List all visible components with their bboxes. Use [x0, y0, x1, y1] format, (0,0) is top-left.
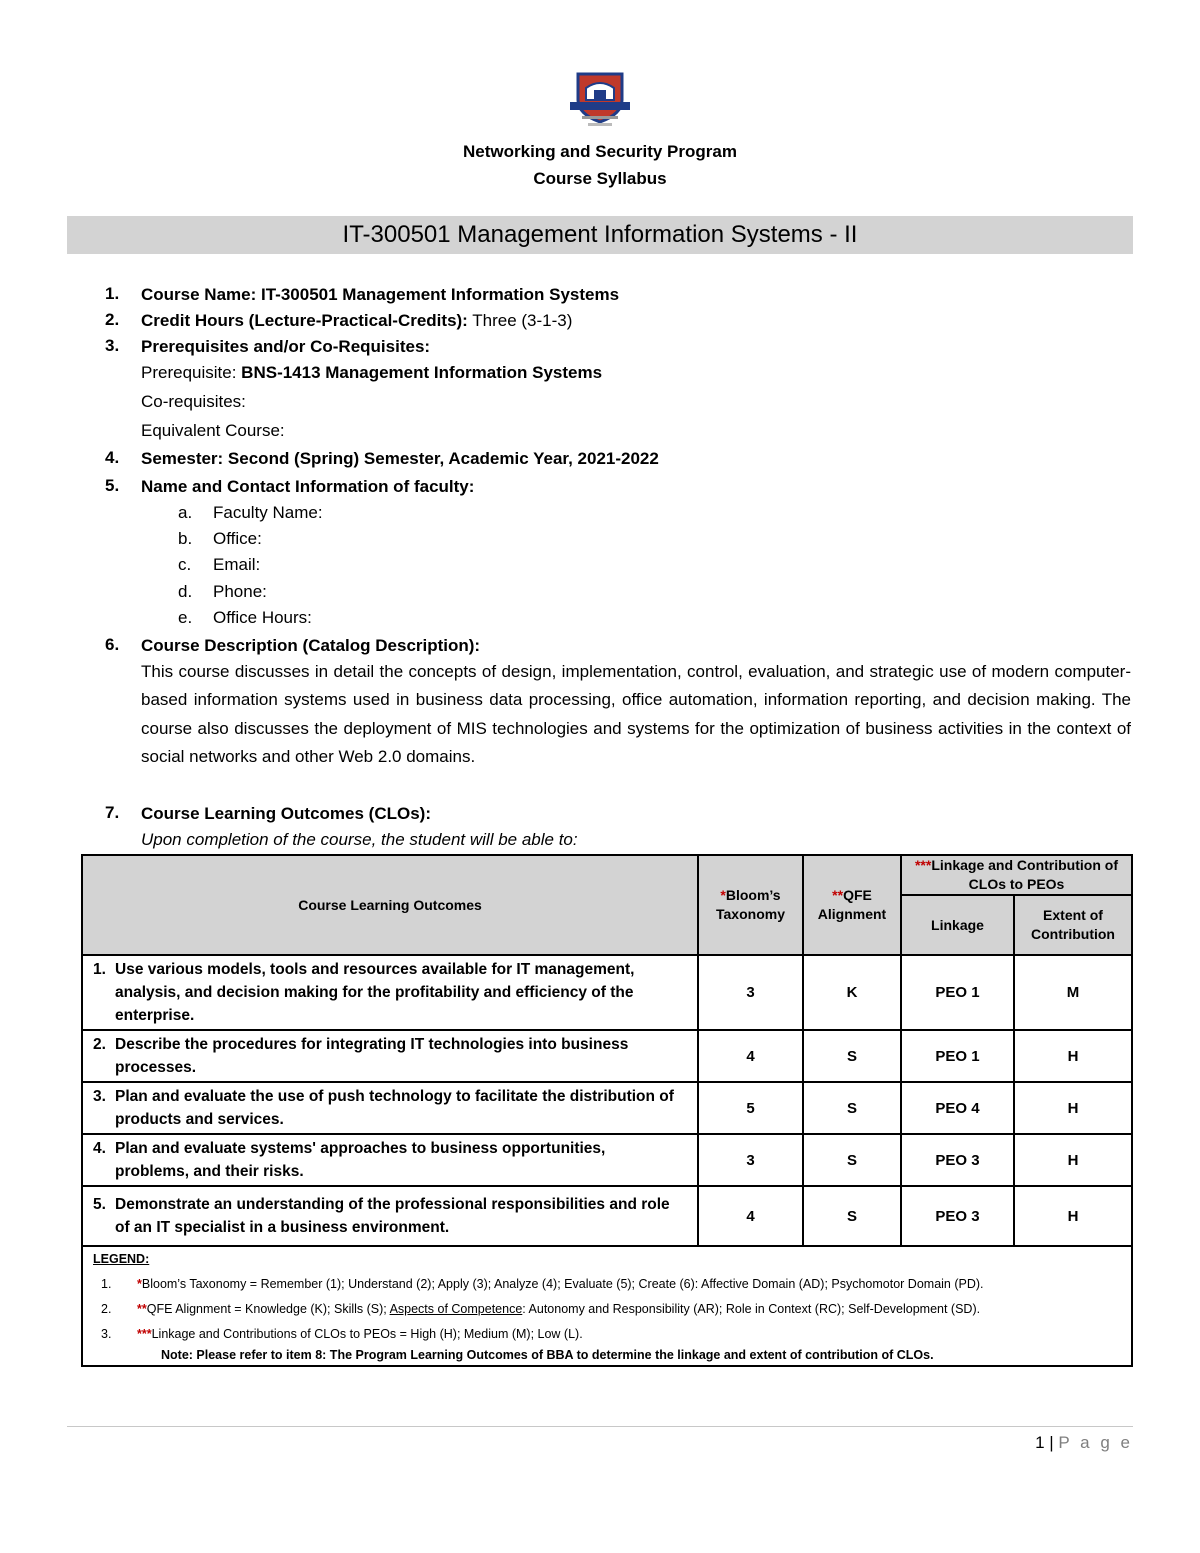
footer-separator: |	[1049, 1433, 1054, 1452]
bloom-cell: 3	[698, 1134, 803, 1186]
bloom-cell: 4	[698, 1186, 803, 1246]
header-bloom: *Bloom’s Taxonomy	[698, 855, 803, 955]
semester-line: Semester: Second (Spring) Semester, Academic Year, 2021-2022	[141, 449, 659, 468]
clo-cell: 5. Demonstrate an understanding of the professional responsibilities and role of an IT specialist in a business environment.	[82, 1186, 698, 1246]
faculty-item: b. Office:	[178, 529, 262, 548]
prerequisites-heading: Prerequisites and/or Co-Requisites:	[141, 337, 431, 356]
prerequisite-label: Prerequisite:	[141, 363, 237, 382]
equivalent-course-line: Equivalent Course:	[141, 421, 285, 440]
bloom-cell: 3	[698, 955, 803, 1030]
credit-hours-label: Credit Hours (Lecture-Practical-Credits):	[141, 311, 468, 330]
page-footer	[1035, 1433, 1133, 1453]
section-number: 1.	[105, 284, 120, 303]
document-type: Course Syllabus	[533, 169, 667, 188]
clo-table	[81, 854, 1133, 1367]
faculty-item: e. Office Hours:	[178, 608, 312, 627]
table-row	[82, 1082, 1132, 1134]
faculty-item: c. Email:	[178, 555, 261, 574]
table-row	[82, 1186, 1132, 1246]
extent-cell: M	[1014, 955, 1132, 1030]
legend-item-qfe: 2. **QFE Alignment = Knowledge (K); Skills (S); Aspects of Competence: Autonomy and Responsibility (AR); Role in Context (RC); Self-Development (SD).	[101, 1302, 981, 1316]
section-number: 7.	[105, 803, 120, 822]
clo-intro: Upon completion of the course, the student will be able to:	[141, 830, 578, 849]
peo-cell: PEO 4	[901, 1082, 1014, 1134]
footer-divider	[67, 1426, 1133, 1427]
header-linkage-contribution: ***Linkage and Contribution of CLOs to PEOs	[901, 855, 1132, 895]
table-row	[82, 955, 1132, 1030]
prerequisite-value: BNS-1413 Management Information Systems	[241, 363, 603, 382]
bloom-cell: 5	[698, 1082, 803, 1134]
page-number: 1	[1035, 1433, 1045, 1452]
faculty-contact-heading: Name and Contact Information of faculty:	[141, 477, 475, 496]
corequisites-line: Co-requisites:	[141, 392, 246, 411]
course-title-bar: IT-300501 Management Information Systems - II	[67, 216, 1133, 254]
extent-cell: H	[1014, 1030, 1132, 1082]
clo-cell: 1. Use various models, tools and resources available for IT management, analysis, and decision making for the profitability and efficiency of the enterprise.	[82, 955, 698, 1030]
course-name-label: Course Name:	[141, 285, 257, 304]
qfe-cell: S	[803, 1082, 901, 1134]
legend-row	[82, 1246, 1132, 1366]
table-row	[82, 1030, 1132, 1082]
peo-cell: PEO 1	[901, 955, 1014, 1030]
extent-cell: H	[1014, 1134, 1132, 1186]
clo-cell: 3. Plan and evaluate the use of push technology to facilitate the distribution of products and services.	[82, 1082, 698, 1134]
header-clo: Course Learning Outcomes	[82, 855, 698, 955]
faculty-item: a. Faculty Name:	[178, 503, 323, 522]
section-number: 2.	[105, 310, 120, 329]
qfe-cell: S	[803, 1186, 901, 1246]
clo-cell: 2. Describe the procedures for integrating IT technologies into business processes.	[82, 1030, 698, 1082]
section-number: 4.	[105, 448, 120, 467]
qfe-cell: K	[803, 955, 901, 1030]
clo-heading: Course Learning Outcomes (CLOs):	[141, 804, 431, 823]
course-description-text: This course discusses in detail the concepts of design, implementation, control, evaluation, and strategic use of modern computer-based information systems used in business data processing, office automation, information reporting, and decision making. The course also discusses the deployment of MIS technologies and systems for the optimization of business activities in the context of social networks and other Web 2.0 domains.	[141, 662, 1131, 766]
section-number: 6.	[105, 635, 120, 654]
clo-cell: 4. Plan and evaluate systems' approaches to business opportunities, problems, and their risks.	[82, 1134, 698, 1186]
extent-cell: H	[1014, 1082, 1132, 1134]
bloom-cell: 4	[698, 1030, 803, 1082]
legend-item-bloom: 1. *Bloom’s Taxonomy = Remember (1); Understand (2); Apply (3); Analyze (4); Evaluate (5); Create (6): Affective Domain (AD); Psychomotor Domain (PD).	[101, 1277, 984, 1291]
credit-hours-value: Three (3-1-3)	[472, 311, 573, 330]
legend-item-linkage: 3. ***Linkage and Contributions of CLOs to PEOs = High (H); Medium (M); Low (L).	[101, 1327, 583, 1341]
section-number: 3.	[105, 336, 120, 355]
course-name-value: IT-300501 Management Information Systems	[261, 285, 620, 304]
extent-cell: H	[1014, 1186, 1132, 1246]
header-qfe: **QFE Alignment	[803, 855, 901, 955]
prerequisite-line	[141, 362, 602, 384]
legend	[82, 1246, 1132, 1366]
faculty-item: d. Phone:	[178, 582, 267, 601]
header-linkage: Linkage	[901, 895, 1014, 955]
program-name: Networking and Security Program	[463, 142, 737, 161]
course-name-line	[141, 284, 619, 306]
credit-hours-line	[141, 310, 572, 332]
qfe-cell: S	[803, 1134, 901, 1186]
header-extent: Extent of Contribution	[1014, 895, 1132, 955]
peo-cell: PEO 1	[901, 1030, 1014, 1082]
course-description-heading: Course Description (Catalog Description):	[141, 636, 481, 655]
qfe-cell: S	[803, 1030, 901, 1082]
peo-cell: PEO 3	[901, 1134, 1014, 1186]
university-logo	[564, 70, 636, 134]
table-row	[82, 1134, 1132, 1186]
legend-heading: LEGEND:	[93, 1252, 150, 1266]
section-number: 5.	[105, 476, 120, 495]
legend-note: Note: Please refer to item 8: The Program Learning Outcomes of BBA to determine the linkage and extent of contribution of CLOs.	[161, 1348, 934, 1362]
peo-cell: PEO 3	[901, 1186, 1014, 1246]
page-label: P a g e	[1058, 1433, 1133, 1452]
